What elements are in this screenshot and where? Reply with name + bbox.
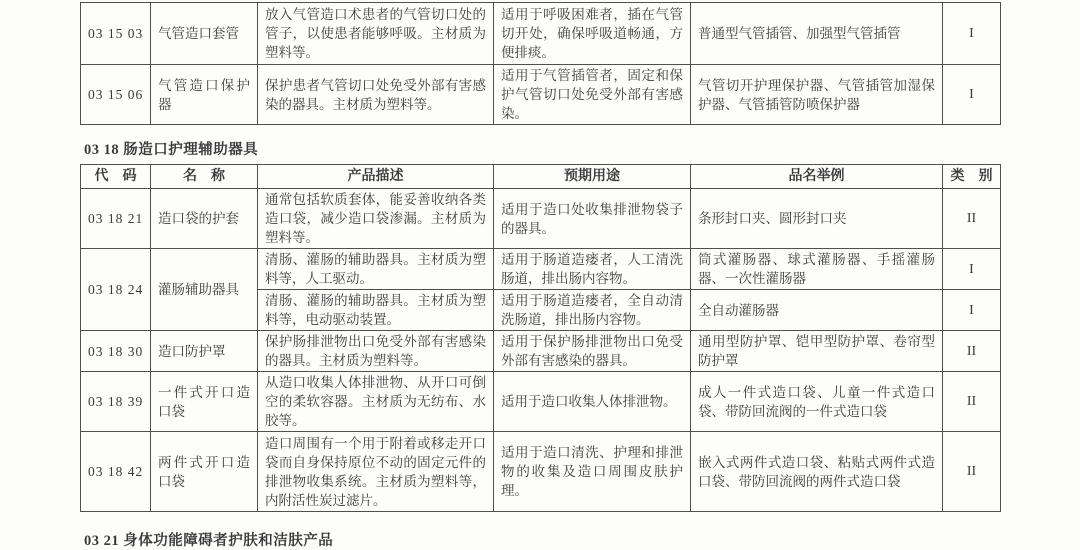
header-name: 名 称 [151, 165, 258, 189]
name-cell: 造口防护罩 [151, 331, 258, 372]
table-row [81, 432, 1001, 512]
table-row [81, 3, 1001, 65]
code-cell: 03 18 24 [81, 249, 151, 331]
header-category: 类 别 [943, 165, 1001, 189]
examples-cell: 成人一件式造口袋、儿童一件式造口袋、带防回流阀的一件式造口袋 [691, 372, 943, 432]
category-cell: II [943, 372, 1001, 432]
examples-cell: 气管切开护理保护器、气管插管加湿保护器、气管插管防喷保护器 [691, 65, 943, 125]
code-cell: 03 18 39 [81, 372, 151, 432]
table-row [81, 189, 1001, 249]
category-cell: II [943, 331, 1001, 372]
code-cell: 03 18 30 [81, 331, 151, 372]
section-heading-03-18: 03 18 肠造口护理辅助器具 [84, 142, 259, 158]
name-cell: 造口袋的护套 [151, 189, 258, 249]
description-cell: 保护患者气管切口处免受外部有害感染的器具。主材质为塑料等。 [258, 65, 494, 125]
section-heading-03-21: 03 21 身体功能障碍者护肤和洁肤产品 [84, 533, 334, 549]
description-cell: 放入气管造口术患者的气管切口处的管子，以使患者能够呼吸。主材质为塑料等。 [258, 3, 494, 65]
name-cell: 气管造口套管 [151, 3, 258, 65]
category-cell: I [943, 65, 1001, 125]
tracheostomy-aids-table [80, 2, 1001, 125]
table-row [81, 65, 1001, 125]
intestinal-stoma-care-table [80, 164, 1001, 512]
table-row [81, 331, 1001, 372]
category-cell: II [943, 432, 1001, 512]
header-examples: 品名举例 [691, 165, 943, 189]
description-cell: 清肠、灌肠的辅助器具。主材质为塑料等，电动驱动装置。 [258, 290, 494, 331]
category-cell: I [943, 249, 1001, 290]
header-code: 代 码 [81, 165, 151, 189]
examples-cell: 嵌入式两件式造口袋、粘贴式两件式造口袋、带防回流阀的两件式造口袋 [691, 432, 943, 512]
usage-cell: 适用于气管插管者，固定和保护气管切口处免受外部有害感染。 [494, 65, 691, 125]
examples-cell: 通用型防护罩、铠甲型防护罩、卷帘型防护罩 [691, 331, 943, 372]
usage-cell: 适用于保护肠排泄物出口免受外部有害感染的器具。 [494, 331, 691, 372]
usage-cell: 适用于造口清洗、护理和排泄物的收集及造口周围皮肤护理。 [494, 432, 691, 512]
description-cell: 清肠、灌肠的辅助器具。主材质为塑料等，人工驱动。 [258, 249, 494, 290]
examples-cell: 全自动灌肠器 [691, 290, 943, 331]
table-row [81, 372, 1001, 432]
category-cell: I [943, 3, 1001, 65]
examples-cell: 普通型气管插管、加强型气管插管 [691, 3, 943, 65]
category-cell: I [943, 290, 1001, 331]
description-cell: 从造口收集人体排泄物、从开口可倒空的柔软容器。主材质为无纺布、水胶等。 [258, 372, 494, 432]
description-cell: 保护肠排泄物出口免受外部有害感染的器具。主材质为塑料等。 [258, 331, 494, 372]
table-header-row [81, 165, 1001, 189]
header-description: 产品描述 [258, 165, 494, 189]
examples-cell: 条形封口夹、圆形封口夹 [691, 189, 943, 249]
usage-cell: 适用于肠道造瘘者，全自动清洗肠道，排出肠内容物。 [494, 290, 691, 331]
name-cell: 气管造口保护器 [151, 65, 258, 125]
description-cell: 造口周围有一个用于附着或移走开口袋而自身保持原位不动的固定元件的排泄物收集系统。主材质为塑料等，内附活性炭过滤片。 [258, 432, 494, 512]
code-cell: 03 15 06 [81, 65, 151, 125]
category-cell: II [943, 189, 1001, 249]
code-cell: 03 18 42 [81, 432, 151, 512]
usage-cell: 适用于造口收集人体排泄物。 [494, 372, 691, 432]
name-cell: 两件式开口造口袋 [151, 432, 258, 512]
header-usage: 预期用途 [494, 165, 691, 189]
code-cell: 03 18 21 [81, 189, 151, 249]
code-cell: 03 15 03 [81, 3, 151, 65]
name-cell: 灌肠辅助器具 [151, 249, 258, 331]
name-cell: 一件式开口造口袋 [151, 372, 258, 432]
examples-cell: 筒式灌肠器、球式灌肠器、手摇灌肠器、一次性灌肠器 [691, 249, 943, 290]
description-cell: 通常包括软质套体，能妥善收纳各类造口袋，减少造口袋渗漏。主材质为塑料等。 [258, 189, 494, 249]
table-row [81, 249, 1001, 290]
usage-cell: 适用于造口处收集排泄物袋子的器具。 [494, 189, 691, 249]
usage-cell: 适用于呼吸困难者，插在气管切开处，确保呼吸道畅通，方便排痰。 [494, 3, 691, 65]
usage-cell: 适用于肠道造瘘者，人工清洗肠道，排出肠内容物。 [494, 249, 691, 290]
